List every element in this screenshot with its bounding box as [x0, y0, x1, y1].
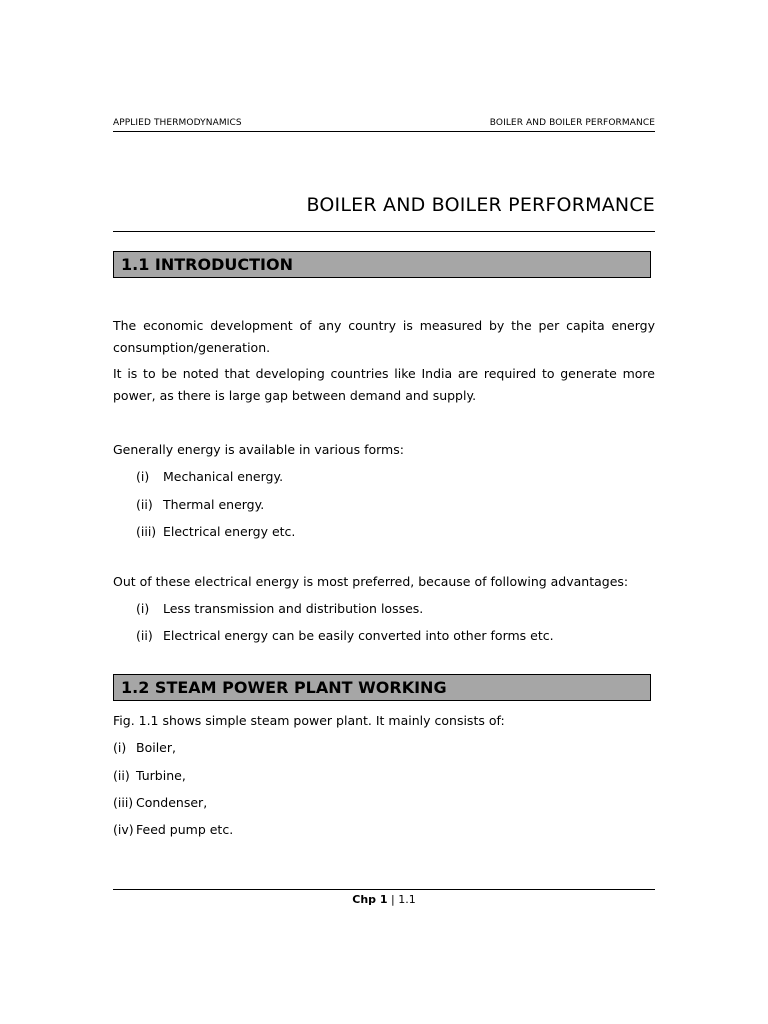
header-left: APPLIED THERMODYNAMICS: [113, 118, 242, 128]
footer-rule: [113, 889, 655, 890]
list-item: Electrical energy etc.: [163, 524, 296, 539]
list-item-number: (ii): [136, 628, 153, 643]
list-item: Less transmission and distribution losses.: [163, 601, 424, 616]
intro-paragraph-1: The economic development of any country is measured by the per capita energy consumption/generation.: [113, 318, 655, 355]
list-item-number: (iv): [113, 822, 134, 837]
footer-separator: |: [391, 893, 395, 906]
plant-intro: Fig. 1.1 shows simple steam power plant. It mainly consists of:: [113, 713, 505, 728]
list-item: Thermal energy.: [163, 497, 265, 512]
list-item-number: (iii): [136, 524, 157, 539]
advantages-intro: Out of these electrical energy is most preferred, because of following advantages:: [113, 574, 629, 589]
intro-paragraph-2: It is to be noted that developing countries like India are required to generate more power, as there is large gap between demand and supply.: [113, 366, 655, 403]
document-title: BOILER AND BOILER PERFORMANCE: [306, 194, 655, 216]
list-item-number: (i): [113, 740, 127, 755]
list-item: Mechanical energy.: [163, 469, 284, 484]
running-header: [113, 118, 655, 128]
footer-chapter: Chp 1: [352, 893, 388, 906]
list-item: Electrical energy can be easily converted into other forms etc.: [163, 628, 554, 643]
list-item-number: (ii): [136, 497, 153, 512]
list-item: Feed pump etc.: [136, 822, 234, 837]
list-item-number: (i): [136, 601, 150, 616]
list-item-number: (i): [136, 469, 150, 484]
energy-forms-intro: Generally energy is available in various forms:: [113, 442, 404, 457]
title-rule: [113, 231, 655, 232]
page-footer: [113, 893, 655, 906]
list-item: Turbine,: [136, 768, 186, 783]
header-rule: [113, 131, 655, 132]
section-heading-steam-power-plant: 1.2 STEAM POWER PLANT WORKING: [113, 674, 651, 701]
section-heading-introduction: 1.1 INTRODUCTION: [113, 251, 651, 278]
header-right: BOILER AND BOILER PERFORMANCE: [489, 118, 655, 128]
list-item: Boiler,: [136, 740, 176, 755]
list-item-number: (iii): [113, 795, 134, 810]
list-item-number: (ii): [113, 768, 130, 783]
footer-page-number: 1.1: [398, 893, 416, 906]
list-item: Condenser,: [136, 795, 208, 810]
